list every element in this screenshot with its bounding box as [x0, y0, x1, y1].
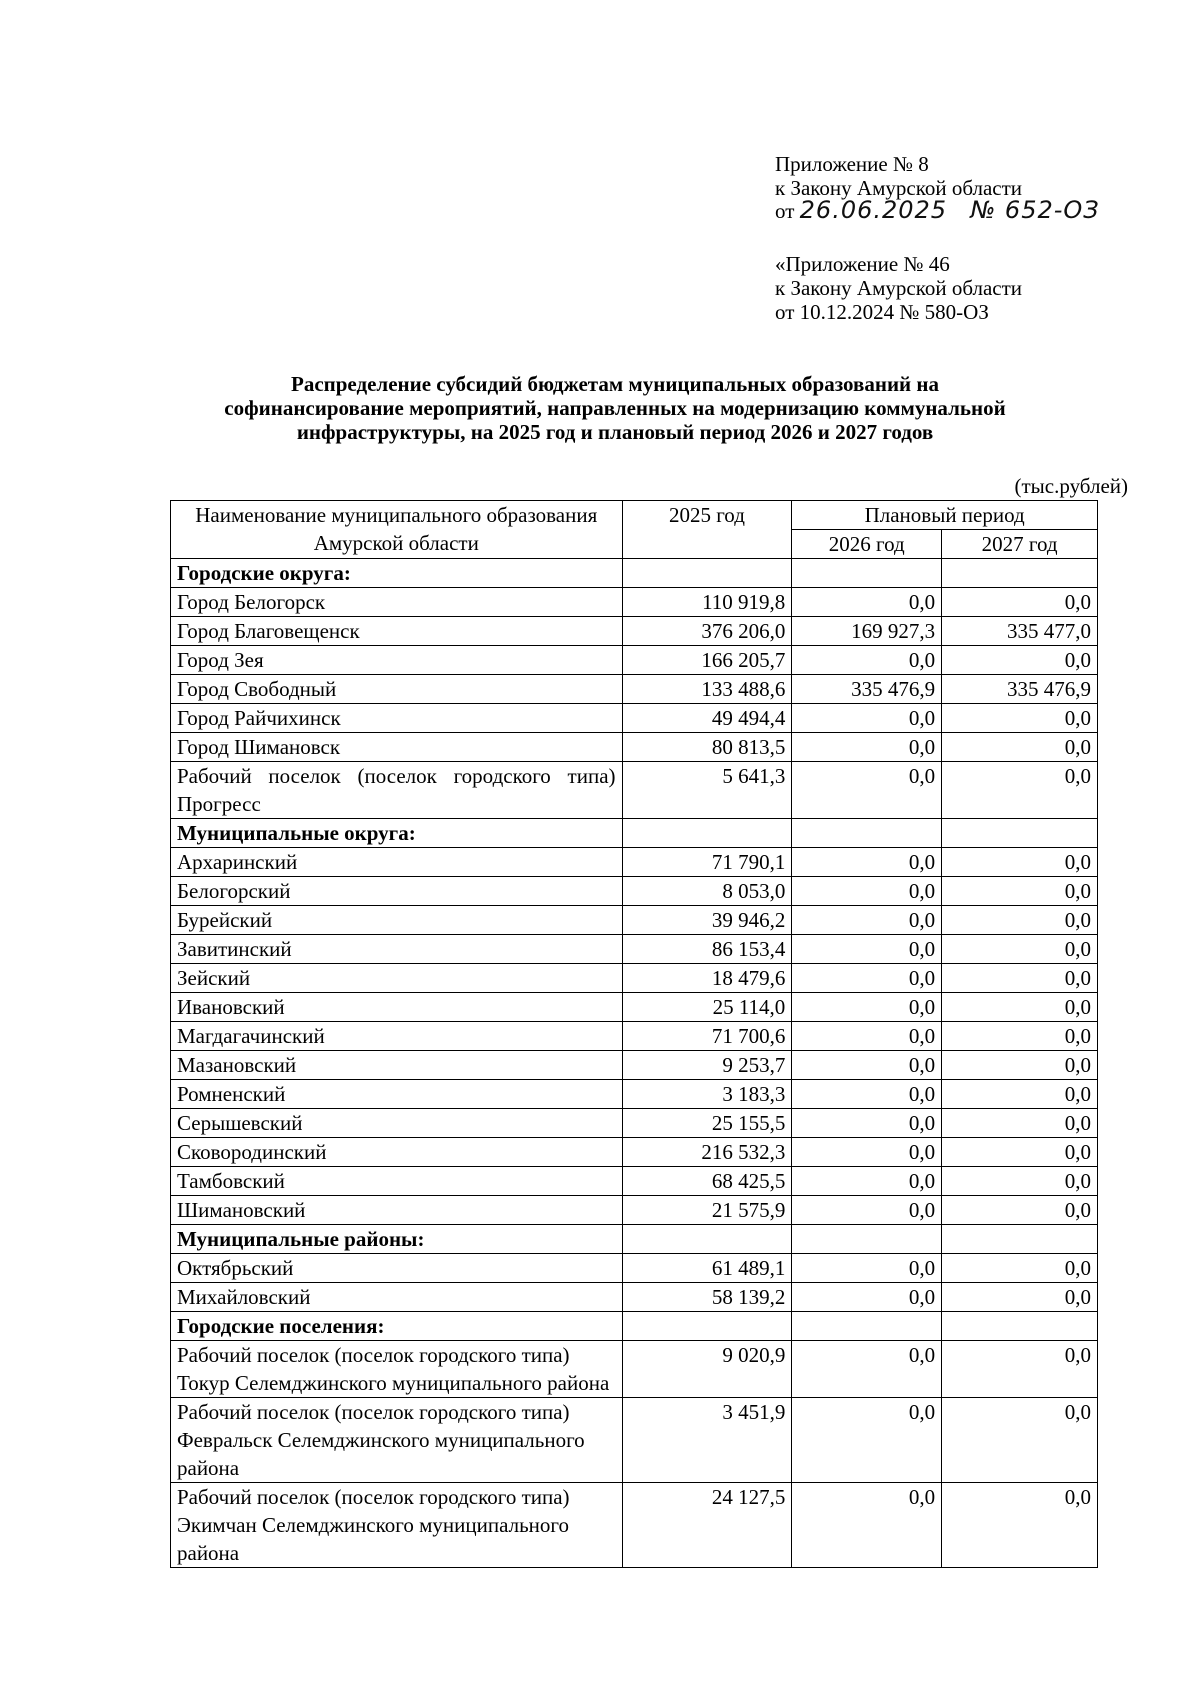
- value-2026: 335 476,9: [792, 675, 942, 704]
- empty-cell: [622, 819, 792, 848]
- municipality-name: Рабочий поселок (поселок городского типа) Февральск Селемджинского муниципального района: [171, 1398, 623, 1483]
- value-2025: 9 253,7: [622, 1051, 792, 1080]
- table-row: [171, 1283, 1098, 1312]
- value-2027: 0,0: [942, 1109, 1098, 1138]
- value-2027: 335 477,0: [942, 617, 1098, 646]
- value-2025: 49 494,4: [622, 704, 792, 733]
- title-line: инфраструктуры, на 2025 год и плановый период 2026 и 2027 годов: [296, 420, 934, 444]
- header-planned-period: Плановый период: [792, 501, 1098, 530]
- table-body: [171, 559, 1098, 1568]
- municipality-name: Город Свободный: [171, 675, 623, 704]
- value-2025: 9 020,9: [622, 1341, 792, 1398]
- value-2027: 0,0: [942, 733, 1098, 762]
- table-row: [171, 588, 1098, 617]
- section-heading: Городские округа:: [171, 559, 623, 588]
- value-2026: 0,0: [792, 1196, 942, 1225]
- table-row: [171, 877, 1098, 906]
- appendix-prior-block: [775, 252, 1022, 324]
- value-2025: 86 153,4: [622, 935, 792, 964]
- value-2025: 39 946,2: [622, 906, 792, 935]
- value-2027: 0,0: [942, 1138, 1098, 1167]
- appendix-law-reference: к Закону Амурской области: [775, 176, 1023, 200]
- municipality-name: Шимановский: [171, 1196, 623, 1225]
- value-2027: 0,0: [942, 935, 1098, 964]
- section-row: [171, 559, 1098, 588]
- municipality-name: Город Райчихинск: [171, 704, 623, 733]
- municipality-name: Михайловский: [171, 1283, 623, 1312]
- empty-cell: [942, 1225, 1098, 1254]
- table-row: [171, 617, 1098, 646]
- municipality-name: Рабочий поселок (поселок городского типа) Экимчан Селемджинского муниципального района: [171, 1483, 623, 1568]
- section-row: [171, 819, 1098, 848]
- appendix-date-line: [775, 198, 1100, 223]
- municipality-name: Мазановский: [171, 1051, 623, 1080]
- municipality-name: Сковородинский: [171, 1138, 623, 1167]
- table-row: [171, 733, 1098, 762]
- title-line: софинансирование мероприятий, направленных на модернизацию коммунальной: [224, 396, 1006, 420]
- value-2026: 0,0: [792, 935, 942, 964]
- municipality-name: Белогорский: [171, 877, 623, 906]
- date-prefix: от: [775, 199, 795, 223]
- municipality-name: Магдагачинский: [171, 1022, 623, 1051]
- value-2025: 25 155,5: [622, 1109, 792, 1138]
- prior-appendix-number: «Приложение № 46: [775, 252, 950, 276]
- value-2026: 0,0: [792, 1167, 942, 1196]
- value-2025: 71 790,1: [622, 848, 792, 877]
- empty-cell: [792, 1312, 942, 1341]
- value-2026: 0,0: [792, 1051, 942, 1080]
- value-2025: 80 813,5: [622, 733, 792, 762]
- municipality-name: Рабочий поселок (поселок городского типа) Токур Селемджинского муниципального района: [171, 1341, 623, 1398]
- value-2025: 58 139,2: [622, 1283, 792, 1312]
- value-2027: 0,0: [942, 1022, 1098, 1051]
- table-row: [171, 1138, 1098, 1167]
- header-2027: 2027 год: [942, 530, 1098, 559]
- municipality-name: Ивановский: [171, 993, 623, 1022]
- header-2025: 2025 год: [622, 501, 792, 559]
- value-2026: 169 927,3: [792, 617, 942, 646]
- value-2027: 0,0: [942, 877, 1098, 906]
- municipality-name: Архаринский: [171, 848, 623, 877]
- municipality-name: Завитинский: [171, 935, 623, 964]
- value-2027: 0,0: [942, 646, 1098, 675]
- value-2027: 0,0: [942, 906, 1098, 935]
- value-2026: 0,0: [792, 1483, 942, 1568]
- value-2027: 0,0: [942, 1196, 1098, 1225]
- empty-cell: [792, 559, 942, 588]
- value-2026: 0,0: [792, 646, 942, 675]
- table-row: [171, 1051, 1098, 1080]
- value-2026: 0,0: [792, 704, 942, 733]
- table-row: [171, 1341, 1098, 1398]
- table-row: [171, 1196, 1098, 1225]
- municipality-name: Серышевский: [171, 1109, 623, 1138]
- value-2026: 0,0: [792, 1398, 942, 1483]
- table-row: [171, 935, 1098, 964]
- prior-law-date: от 10.12.2024 № 580-ОЗ: [775, 300, 989, 324]
- value-2027: 0,0: [942, 1398, 1098, 1483]
- value-2026: 0,0: [792, 1341, 942, 1398]
- value-2026: 0,0: [792, 588, 942, 617]
- value-2025: 25 114,0: [622, 993, 792, 1022]
- value-2025: 5 641,3: [622, 762, 792, 819]
- table-row: [171, 1167, 1098, 1196]
- table-row: [171, 964, 1098, 993]
- value-2025: 8 053,0: [622, 877, 792, 906]
- value-2026: 0,0: [792, 1283, 942, 1312]
- table-row: [171, 1109, 1098, 1138]
- municipality-name: Октябрьский: [171, 1254, 623, 1283]
- value-2026: 0,0: [792, 993, 942, 1022]
- municipality-name: Город Шимановск: [171, 733, 623, 762]
- municipality-name: Ромненский: [171, 1080, 623, 1109]
- appendix-current-block: [775, 152, 1100, 223]
- appendix-number: Приложение № 8: [775, 152, 929, 176]
- table-row: [171, 1022, 1098, 1051]
- value-2026: 0,0: [792, 1254, 942, 1283]
- value-2026: 0,0: [792, 1022, 942, 1051]
- document-title: [150, 372, 1080, 444]
- value-2027: 0,0: [942, 1254, 1098, 1283]
- value-2027: 0,0: [942, 1483, 1098, 1568]
- value-2027: 0,0: [942, 848, 1098, 877]
- section-heading: Муниципальные округа:: [171, 819, 623, 848]
- value-2027: 0,0: [942, 704, 1098, 733]
- value-2027: 335 476,9: [942, 675, 1098, 704]
- section-heading: Муниципальные районы:: [171, 1225, 623, 1254]
- table-row: [171, 993, 1098, 1022]
- table-row: [171, 704, 1098, 733]
- table-row: [171, 675, 1098, 704]
- value-2025: 71 700,6: [622, 1022, 792, 1051]
- table-row: [171, 1483, 1098, 1568]
- empty-cell: [942, 819, 1098, 848]
- municipality-name: Зейский: [171, 964, 623, 993]
- value-2027: 0,0: [942, 993, 1098, 1022]
- value-2027: 0,0: [942, 1283, 1098, 1312]
- empty-cell: [792, 819, 942, 848]
- value-2027: 0,0: [942, 1167, 1098, 1196]
- municipality-name: Город Благовещенск: [171, 617, 623, 646]
- value-2026: 0,0: [792, 877, 942, 906]
- table-row: [171, 1080, 1098, 1109]
- municipality-name: Город Белогорск: [171, 588, 623, 617]
- value-2025: 216 532,3: [622, 1138, 792, 1167]
- title-line: Распределение субсидий бюджетам муниципальных образований на: [291, 372, 939, 396]
- value-2026: 0,0: [792, 733, 942, 762]
- value-2025: 166 205,7: [622, 646, 792, 675]
- table-row: [171, 762, 1098, 819]
- value-2025: 61 489,1: [622, 1254, 792, 1283]
- section-heading: Городские поселения:: [171, 1312, 623, 1341]
- handwritten-law-number: № 652-ОЗ: [970, 196, 1100, 224]
- value-2027: 0,0: [942, 1080, 1098, 1109]
- value-2025: 3 183,3: [622, 1080, 792, 1109]
- value-2025: 376 206,0: [622, 617, 792, 646]
- empty-cell: [792, 1225, 942, 1254]
- municipality-name: Бурейский: [171, 906, 623, 935]
- value-2027: 0,0: [942, 964, 1098, 993]
- header-2026: 2026 год: [792, 530, 942, 559]
- value-2027: 0,0: [942, 1341, 1098, 1398]
- municipality-name: Тамбовский: [171, 1167, 623, 1196]
- value-2025: 3 451,9: [622, 1398, 792, 1483]
- value-2025: 24 127,5: [622, 1483, 792, 1568]
- municipality-name: Город Зея: [171, 646, 623, 675]
- table-row: [171, 646, 1098, 675]
- value-2025: 110 919,8: [622, 588, 792, 617]
- empty-cell: [622, 1225, 792, 1254]
- empty-cell: [622, 1312, 792, 1341]
- empty-cell: [942, 1312, 1098, 1341]
- value-2025: 133 488,6: [622, 675, 792, 704]
- municipality-name: Рабочий поселок (поселок городского типа) Прогресс: [171, 762, 623, 819]
- value-2027: 0,0: [942, 1051, 1098, 1080]
- subsidy-table: [170, 500, 1098, 1568]
- value-2025: 18 479,6: [622, 964, 792, 993]
- value-2026: 0,0: [792, 964, 942, 993]
- header-municipality-name: Наименование муниципального образования Амурской области: [171, 501, 623, 559]
- value-2027: 0,0: [942, 588, 1098, 617]
- value-2026: 0,0: [792, 906, 942, 935]
- value-2027: 0,0: [942, 762, 1098, 819]
- value-2026: 0,0: [792, 1080, 942, 1109]
- section-row: [171, 1225, 1098, 1254]
- section-row: [171, 1312, 1098, 1341]
- empty-cell: [942, 559, 1098, 588]
- table-row: [171, 1398, 1098, 1483]
- value-2025: 21 575,9: [622, 1196, 792, 1225]
- value-2026: 0,0: [792, 1138, 942, 1167]
- prior-law-reference: к Закону Амурской области: [775, 276, 1023, 300]
- value-2026: 0,0: [792, 848, 942, 877]
- handwritten-date: 26.06.2025: [799, 196, 948, 224]
- empty-cell: [622, 559, 792, 588]
- table-row: [171, 906, 1098, 935]
- table-row: [171, 1254, 1098, 1283]
- value-2026: 0,0: [792, 1109, 942, 1138]
- table-row: [171, 848, 1098, 877]
- units-label: (тыс.рублей): [1014, 474, 1128, 498]
- value-2025: 68 425,5: [622, 1167, 792, 1196]
- value-2026: 0,0: [792, 762, 942, 819]
